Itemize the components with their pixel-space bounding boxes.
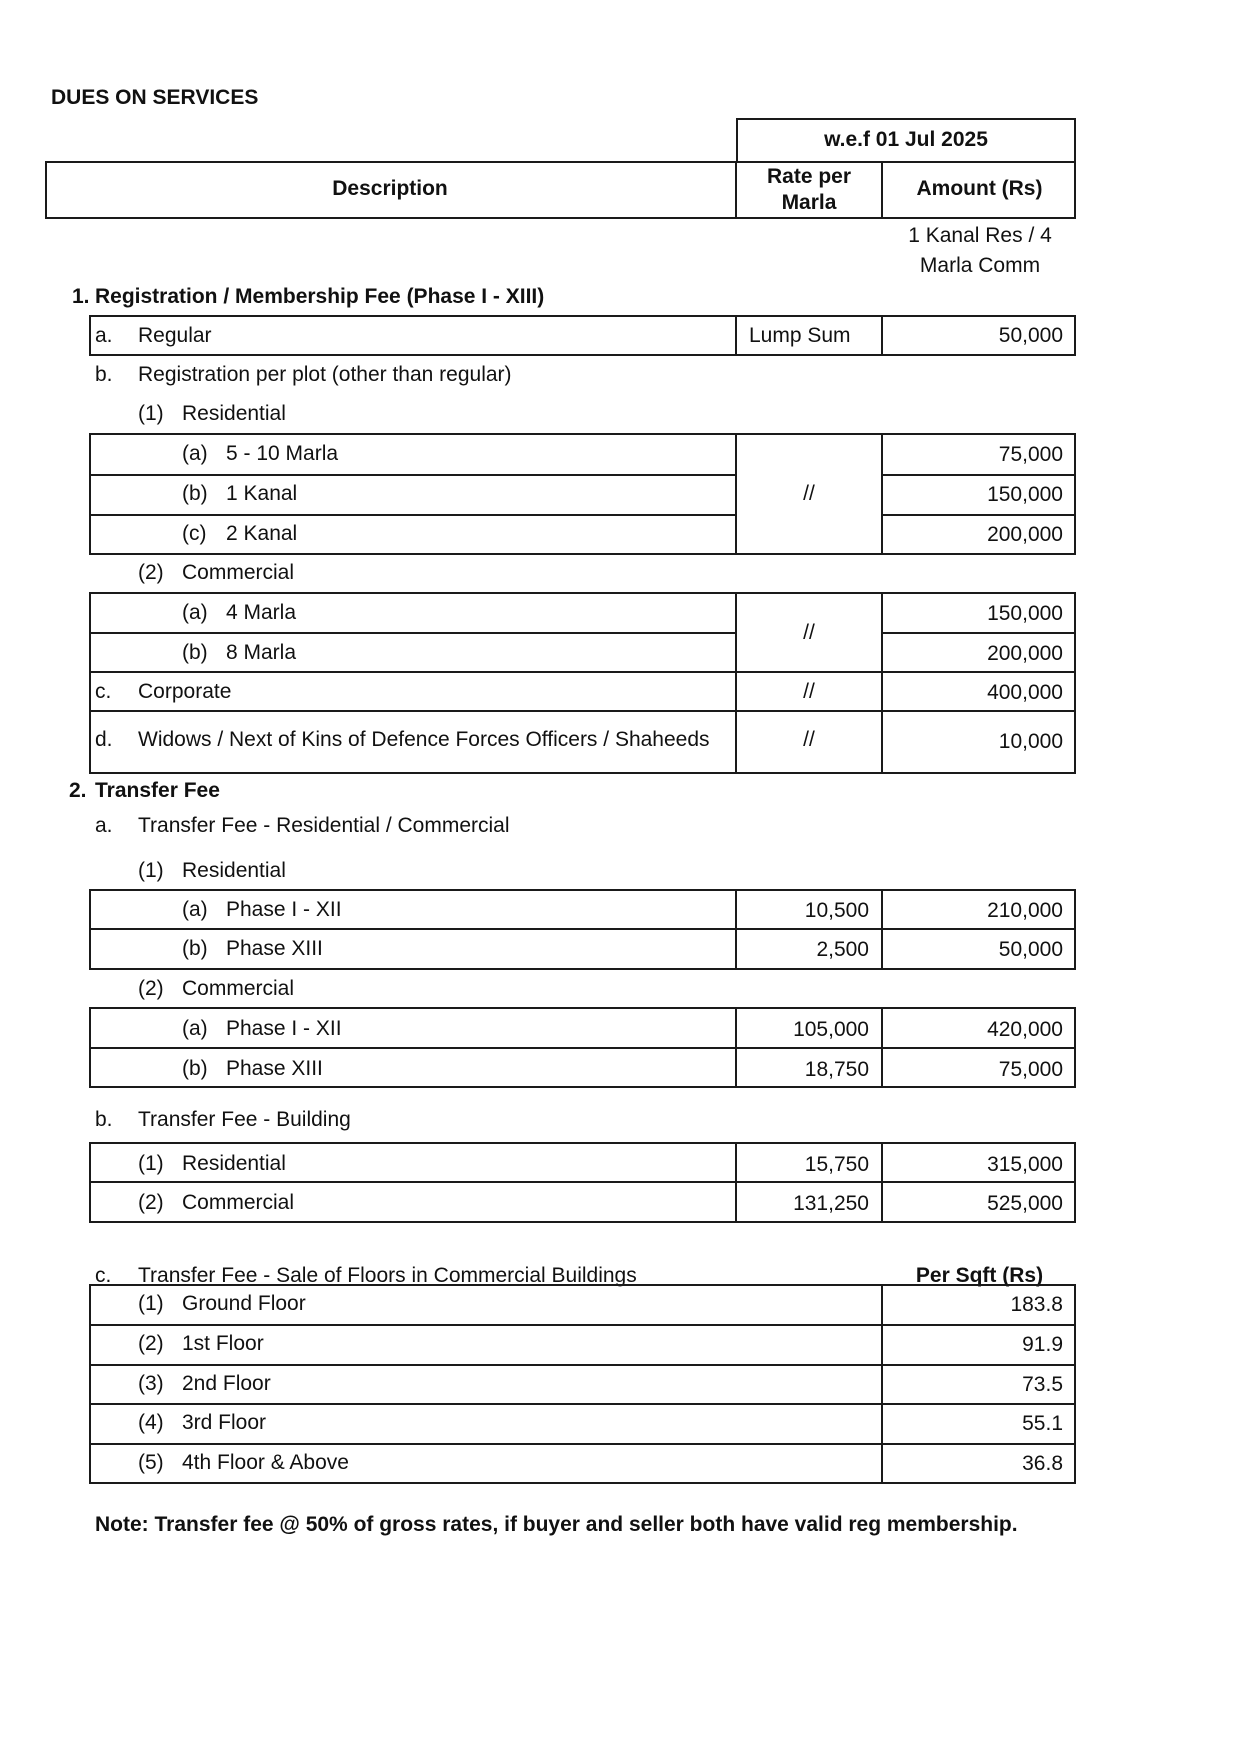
item-amount: 10,000 bbox=[998, 730, 1063, 753]
item-label: Regular bbox=[138, 324, 212, 347]
item-label: Transfer Fee - Residential / Commercial bbox=[138, 814, 510, 837]
row-index: (3) bbox=[138, 1372, 164, 1395]
item-letter: b. bbox=[95, 363, 113, 386]
row-label: Phase XIII bbox=[226, 1057, 323, 1080]
item-rate: Lump Sum bbox=[749, 324, 851, 347]
item-letter: a. bbox=[95, 814, 113, 837]
ditto-mark: // bbox=[803, 728, 815, 751]
row-amount: 150,000 bbox=[987, 602, 1063, 625]
section-2-number: 2. bbox=[69, 779, 87, 802]
row-amount: 55.1 bbox=[1022, 1412, 1063, 1435]
row-index: (a) bbox=[182, 1017, 208, 1040]
row-index: (c) bbox=[182, 522, 207, 545]
item-amount: 50,000 bbox=[998, 324, 1063, 347]
row-index: (b) bbox=[182, 641, 208, 664]
row-amount: 420,000 bbox=[987, 1018, 1063, 1041]
row-amount: 525,000 bbox=[987, 1192, 1063, 1215]
row-amount: 73.5 bbox=[1022, 1373, 1063, 1396]
row-label: Ground Floor bbox=[182, 1292, 306, 1315]
row-label: Phase I - XII bbox=[226, 898, 342, 921]
row-amount: 210,000 bbox=[987, 899, 1063, 922]
row-label: 8 Marla bbox=[226, 641, 297, 664]
effective-date: w.e.f 01 Jul 2025 bbox=[824, 128, 988, 151]
row-rate: 15,750 bbox=[804, 1153, 869, 1176]
sub-label: Residential bbox=[182, 859, 286, 882]
item-label: Registration per plot (other than regular) bbox=[138, 363, 512, 386]
row-index: (b) bbox=[182, 937, 208, 960]
sub-number: (2) bbox=[138, 561, 164, 584]
section-2-title: Transfer Fee bbox=[95, 779, 220, 802]
row-index: (1) bbox=[138, 1152, 164, 1175]
sub-label: Commercial bbox=[182, 977, 295, 1000]
row-label: 1 Kanal bbox=[226, 482, 298, 505]
item-label: Corporate bbox=[138, 680, 232, 703]
sub-number: (2) bbox=[138, 977, 164, 1000]
row-label: 1st Floor bbox=[182, 1332, 264, 1355]
row-index: (5) bbox=[138, 1451, 164, 1474]
row-index: (b) bbox=[182, 1057, 208, 1080]
row-rate: 105,000 bbox=[793, 1018, 869, 1041]
sub-label: Commercial bbox=[182, 561, 295, 584]
section-1-number: 1. bbox=[72, 285, 90, 308]
row-amount: 75,000 bbox=[998, 443, 1063, 466]
row-index: (1) bbox=[138, 1292, 164, 1315]
ditto-mark: // bbox=[803, 680, 815, 703]
row-label: Residential bbox=[182, 1152, 286, 1175]
footnote: Note: Transfer fee @ 50% of gross rates, if buyer and seller both have valid reg membership. bbox=[95, 1513, 1018, 1536]
row-index: (a) bbox=[182, 898, 208, 921]
item-label: Transfer Fee - Sale of Floors in Commercial Buildings bbox=[138, 1264, 637, 1287]
row-amount: 200,000 bbox=[987, 523, 1063, 546]
row-rate: 18,750 bbox=[804, 1058, 869, 1081]
row-label: 4 Marla bbox=[226, 601, 297, 624]
row-index: (a) bbox=[182, 601, 208, 624]
item-amount: 400,000 bbox=[987, 681, 1063, 704]
row-amount: 150,000 bbox=[987, 483, 1063, 506]
row-rate: 2,500 bbox=[816, 938, 869, 961]
ditto-mark: // bbox=[803, 621, 815, 644]
row-label: Phase I - XII bbox=[226, 1017, 342, 1040]
row-label: 4th Floor & Above bbox=[182, 1451, 349, 1474]
item-letter: c. bbox=[95, 1264, 112, 1287]
header-amount: Amount (Rs) bbox=[916, 177, 1043, 200]
row-index: (2) bbox=[138, 1332, 164, 1355]
page-title: DUES ON SERVICES bbox=[51, 86, 259, 109]
item-letter: c. bbox=[95, 680, 112, 703]
header-description: Description bbox=[332, 177, 448, 200]
row-label: 5 - 10 Marla bbox=[226, 442, 339, 465]
row-amount: 36.8 bbox=[1022, 1452, 1063, 1475]
row-index: (2) bbox=[138, 1191, 164, 1214]
row-amount: 315,000 bbox=[987, 1153, 1063, 1176]
row-amount: 50,000 bbox=[998, 938, 1063, 961]
item-label: Widows / Next of Kins of Defence Forces Officers / Shaheeds bbox=[138, 728, 710, 751]
row-index: (4) bbox=[138, 1411, 164, 1434]
row-label: Commercial bbox=[182, 1191, 295, 1214]
amount-note: 1 Kanal Res / 4 Marla Comm bbox=[908, 224, 1052, 277]
row-amount: 200,000 bbox=[987, 642, 1063, 665]
sub-label: Residential bbox=[182, 402, 286, 425]
row-rate: 131,250 bbox=[793, 1192, 869, 1215]
sub-number: (1) bbox=[138, 859, 164, 882]
row-label: 2nd Floor bbox=[182, 1372, 271, 1395]
ditto-mark: // bbox=[803, 482, 815, 505]
row-amount: 183.8 bbox=[1010, 1293, 1063, 1316]
row-index: (b) bbox=[182, 482, 208, 505]
row-index: (a) bbox=[182, 442, 208, 465]
row-label: 3rd Floor bbox=[182, 1411, 267, 1434]
item-label: Transfer Fee - Building bbox=[138, 1108, 351, 1131]
item-letter: a. bbox=[95, 324, 113, 347]
header-rate: Rate per Marla bbox=[766, 165, 852, 214]
item-letter: b. bbox=[95, 1108, 113, 1131]
sub-number: (1) bbox=[138, 402, 164, 425]
row-amount: 75,000 bbox=[998, 1058, 1063, 1081]
row-label: Phase XIII bbox=[226, 937, 323, 960]
row-label: 2 Kanal bbox=[226, 522, 298, 545]
row-amount: 91.9 bbox=[1022, 1333, 1063, 1356]
per-sqft-header: Per Sqft (Rs) bbox=[915, 1264, 1044, 1287]
item-letter: d. bbox=[95, 728, 113, 751]
row-rate: 10,500 bbox=[804, 899, 869, 922]
section-1-title: Registration / Membership Fee (Phase I - XIII) bbox=[95, 285, 545, 308]
